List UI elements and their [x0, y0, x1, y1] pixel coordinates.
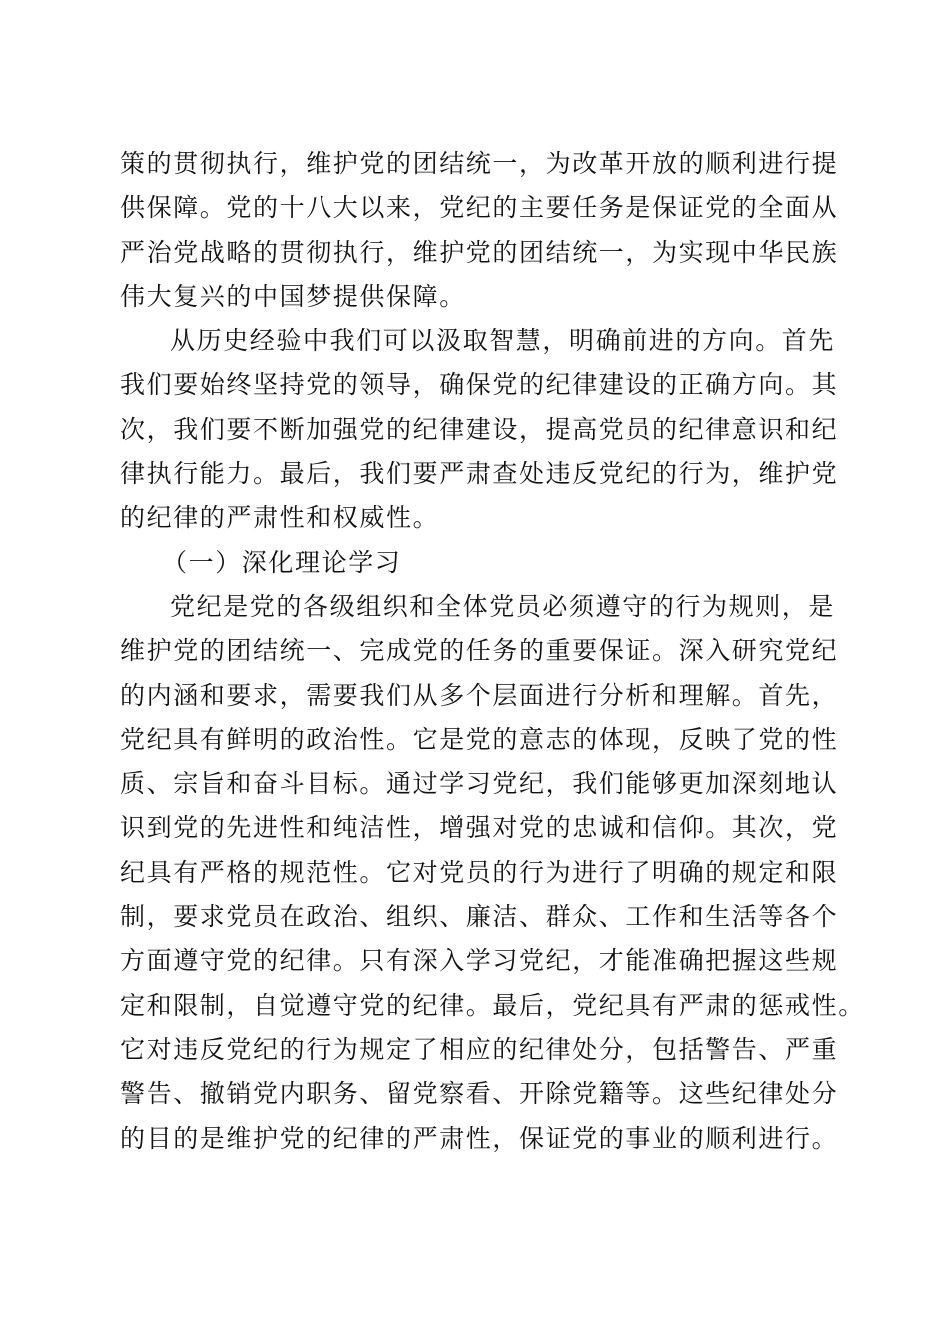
text-line: 律执行能力。最后，我们要严肃查处违反党纪的行为，维护党	[120, 459, 839, 489]
document-body	[120, 142, 865, 1161]
text-line: 次，我们要不断加强党的纪律建设，提高党员的纪律意识和纪	[120, 414, 839, 444]
paragraph-start-line: 从历史经验中我们可以汲取智慧，明确前进的方向。首先	[170, 326, 836, 356]
text-line: 质、宗旨和奋斗目标。通过学习党纪，我们能够更加深刻地认	[120, 769, 839, 799]
text-line: 策的贯彻执行，维护党的团结统一，为改革开放的顺利进行提	[120, 149, 839, 178]
text-line: 维护党的团结统一、完成党的任务的重要保证。深入研究党纪	[120, 636, 839, 666]
text-line: 它对违反党纪的行为规定了相应的纪律处分，包括警告、严重	[120, 1034, 839, 1064]
text-line: 伟大复兴的中国梦提供保障。	[120, 281, 466, 311]
text-line: 的纪律的严肃性和权威性。	[120, 503, 440, 533]
text-line: 制，要求党员在政治、组织、廉洁、群众、工作和生活等各个	[120, 902, 839, 932]
text-line: 识到党的先进性和纯洁性，增强对党的忠诚和信仰。其次，党	[120, 813, 839, 843]
paragraph-start-line: 党纪是党的各级组织和全体党员必须遵守的行为规则，是	[170, 591, 836, 621]
text-line: 我们要始终坚持党的领导，确保党的纪律建设的正确方向。其	[120, 370, 839, 400]
text-line: 的内涵和要求，需要我们从多个层面进行分析和理解。首先，	[120, 680, 839, 710]
text-line: 警告、撤销党内职务、留党察看、开除党籍等。这些纪律处分	[120, 1079, 839, 1109]
text-line: 供保障。党的十八大以来，党纪的主要任务是保证党的全面从	[120, 193, 839, 223]
section-heading: （一）深化理论学习	[162, 547, 402, 577]
text-line: 的目的是维护党的纪律的严肃性，保证党的事业的顺利进行。	[120, 1123, 839, 1153]
text-line: 严治党战略的贯彻执行，维护党的团结统一，为实现中华民族	[120, 237, 839, 267]
text-line: 定和限制，自觉遵守党的纪律。最后，党纪具有严肃的惩戒性。	[120, 990, 865, 1020]
text-line: 纪具有严格的规范性。它对党员的行为进行了明确的规定和限	[120, 857, 839, 887]
text-line: 方面遵守党的纪律。只有深入学习党纪，才能准确把握这些规	[120, 946, 839, 976]
text-line: 党纪具有鲜明的政治性。它是党的意志的体现，反映了党的性	[120, 724, 839, 754]
